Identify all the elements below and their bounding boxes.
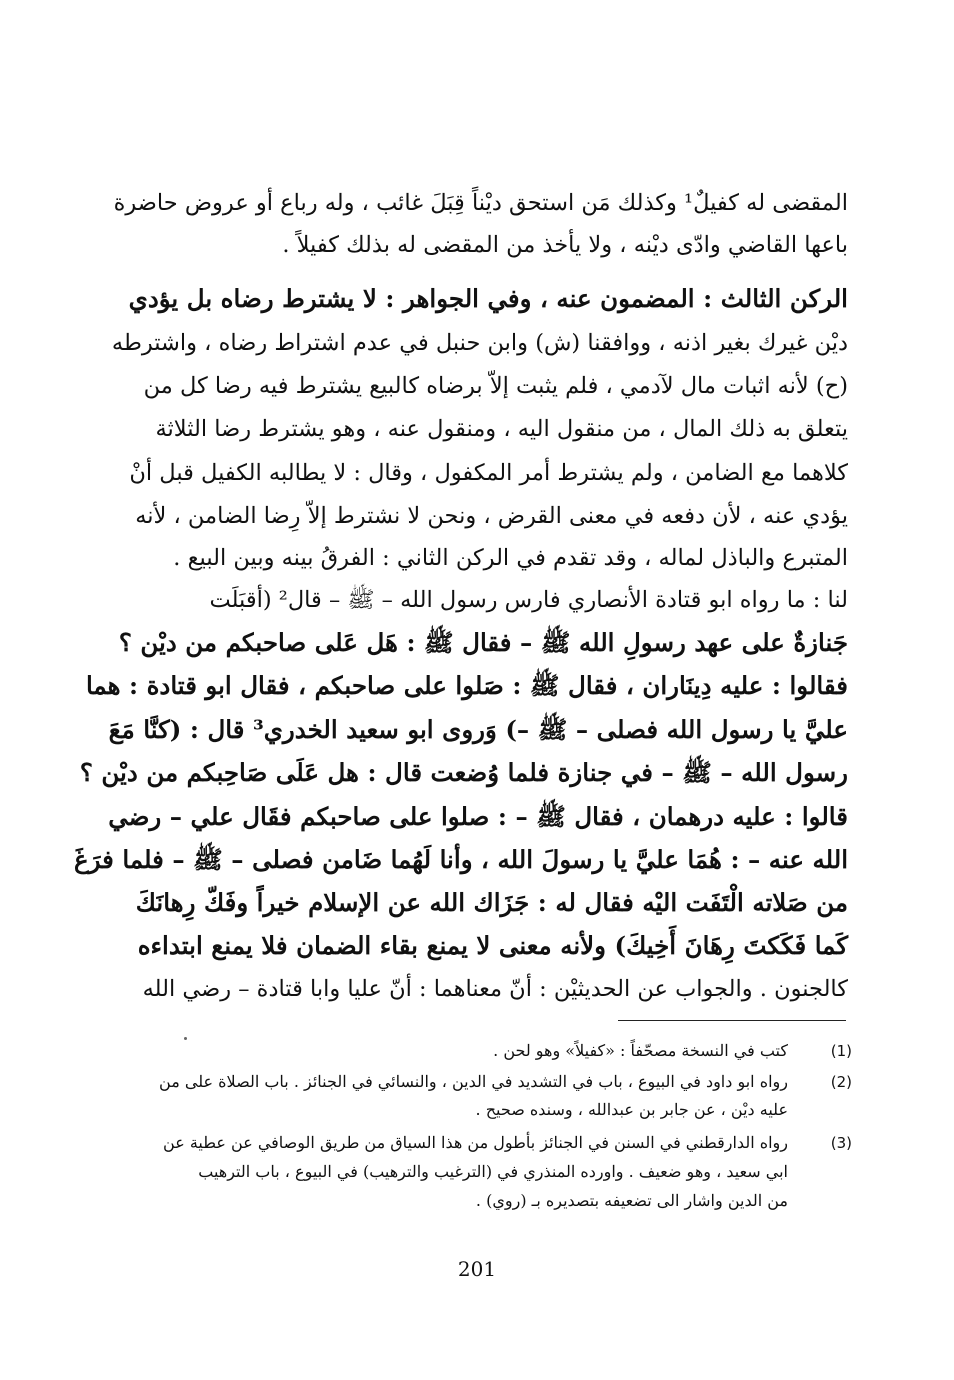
hadith-line: عليَّ يا رسول الله فصلى – ﷺ –) وَروى ابو سعيد الخدري³ قال : (كنَّا مَعَ bbox=[108, 715, 848, 744]
footnote-2-continued bbox=[170, 1095, 846, 1125]
text-line: كلاهما مع الضامن ، ولم يشترط أمر المكفول ، وقال : لا يطالبه الكفيل قبل أنْ bbox=[129, 460, 848, 486]
footnote-number: (3) bbox=[830, 1134, 852, 1152]
text-line: يؤدي عنه ، لأن دفعه في معنى القرض ، ونحن لا نشترط إلاّ رِضا الضامن ، لأنه bbox=[135, 503, 848, 529]
footnote-3-continued bbox=[170, 1157, 846, 1187]
text-line: المقضى له كفيلٌ¹ وكذلك مَن استحق ديْناً قِبَلَ غائب ، وله رباع أو عروض حاضرة bbox=[113, 190, 848, 216]
footnote-2 bbox=[159, 1067, 852, 1097]
footnote-text: كتب في النسخة مصحّفاً : «كفيلاً» وهو لحن . bbox=[493, 1041, 788, 1060]
page-number: 201 bbox=[457, 1257, 497, 1281]
footnote-1 bbox=[170, 1036, 852, 1066]
text-line: باعها القاضي وادّى ديْنه ، ولا يأخذ من المقضى له بذلك كفيلاً . bbox=[282, 232, 848, 258]
section-heading-line: الركن الثالث : المضمون عنه ، وفي الجواهر : لا يشترط رضاه بل يؤدي bbox=[128, 284, 848, 313]
hadith-line: فقالوا : عليه دِينَاران ، فقال ﷺ : صَلوا على صاحبكم ، فقال ابو قتادة : هما bbox=[85, 671, 848, 700]
hadith-line: الله عنه – : هُمَا عليَّ يا رسولَ الله ، وأنا لَهُما ضَامن فصلى – ﷺ – فلما فرَغَ bbox=[74, 845, 848, 874]
footnote-text: رواه ابو داود في البيوع ، باب في التشديد في الدين ، والنسائي في الجنائز . باب الصلاة على من bbox=[159, 1072, 788, 1091]
footnote-3 bbox=[163, 1128, 852, 1158]
text-line: لنا : ما رواه ابو قتادة الأنصاري فارس رسول الله – ﷺ – قال² (أقبَلَت bbox=[209, 587, 848, 613]
text-line: (ح) لأنه اثبات مال لآدمي ، فلم يثبت إلاّ برضاه كالبيع يشترط فيه رضا كل من bbox=[143, 373, 848, 399]
hadith-line: رسول الله – ﷺ – في جنازة فلما وُضعت قال : هل عَلَى صَاحِبكم من ديْن ؟ bbox=[79, 758, 848, 787]
footnote-text: ابي سعيد ، وهو ضعيف . واورده المنذري في (الترغيب والترهيب) في البيوع ، باب الترهيب bbox=[198, 1162, 788, 1181]
hadith-line: قالوا : عليه درهمان ، فقال ﷺ – : صلوا على صاحبكم فقَال علي – رضي bbox=[108, 802, 848, 831]
hadith-line: من صَلاته الْتَفَت اليْه فقال له : جَزَاك الله عن الإسلام خيراً وفَكّ رِهانَكَ bbox=[135, 888, 848, 917]
footnotes bbox=[159, 1036, 852, 1236]
text-line: يتعلق به ذلك المال ، من منقول اليه ، ومنقول عنه ، وهو يشترط رضا الثلاثة bbox=[155, 416, 848, 442]
footnote-text: عليه ديْن ، عن جابر بن عبدالله ، وسنده صحيح . bbox=[475, 1100, 788, 1119]
footnote-text: من الدين واشار الى تضعيفه بتصديره بـ (روي) . bbox=[475, 1191, 788, 1210]
footnote-3-continued bbox=[170, 1186, 846, 1216]
hadith-line: كَما فَكَكتَ رِهَانَ أَخِيكَ) ولأنه معنى لا يمنع بقاء الضمان فلا يمنع ابتداءه bbox=[137, 931, 848, 960]
footnote-number: (2) bbox=[830, 1073, 852, 1091]
text-line: المتبرع والباذل لماله ، وقد تقدم في الركن الثاني : الفرقُ بينه وبين البيع . bbox=[173, 545, 848, 571]
text-line: كالجنون . والجواب عن الحديثيْن : أنّ معناهما : أنّ عليا وابا قتادة – رضي الله bbox=[142, 976, 848, 1002]
main-text bbox=[74, 183, 848, 1003]
text-line: ديْن غيرك بغير اذنه ، ووافقنا (ش) وابن حنبل في عدم اشتراط رضاه ، واشترطه bbox=[111, 330, 848, 356]
footnote-separator bbox=[618, 1020, 846, 1021]
footnote-number: (1) bbox=[830, 1042, 852, 1060]
footnote-text: رواه الدارقطني في السنن في الجنائز بأطول من هذا السياق من طريق الوصافي عن عطية عن bbox=[163, 1133, 788, 1152]
hadith-line: جَنازةٌ على عهد رسولِ الله ﷺ – فقال ﷺ : هَل عَلى صاحبكم من ديْن ؟ bbox=[118, 628, 848, 657]
